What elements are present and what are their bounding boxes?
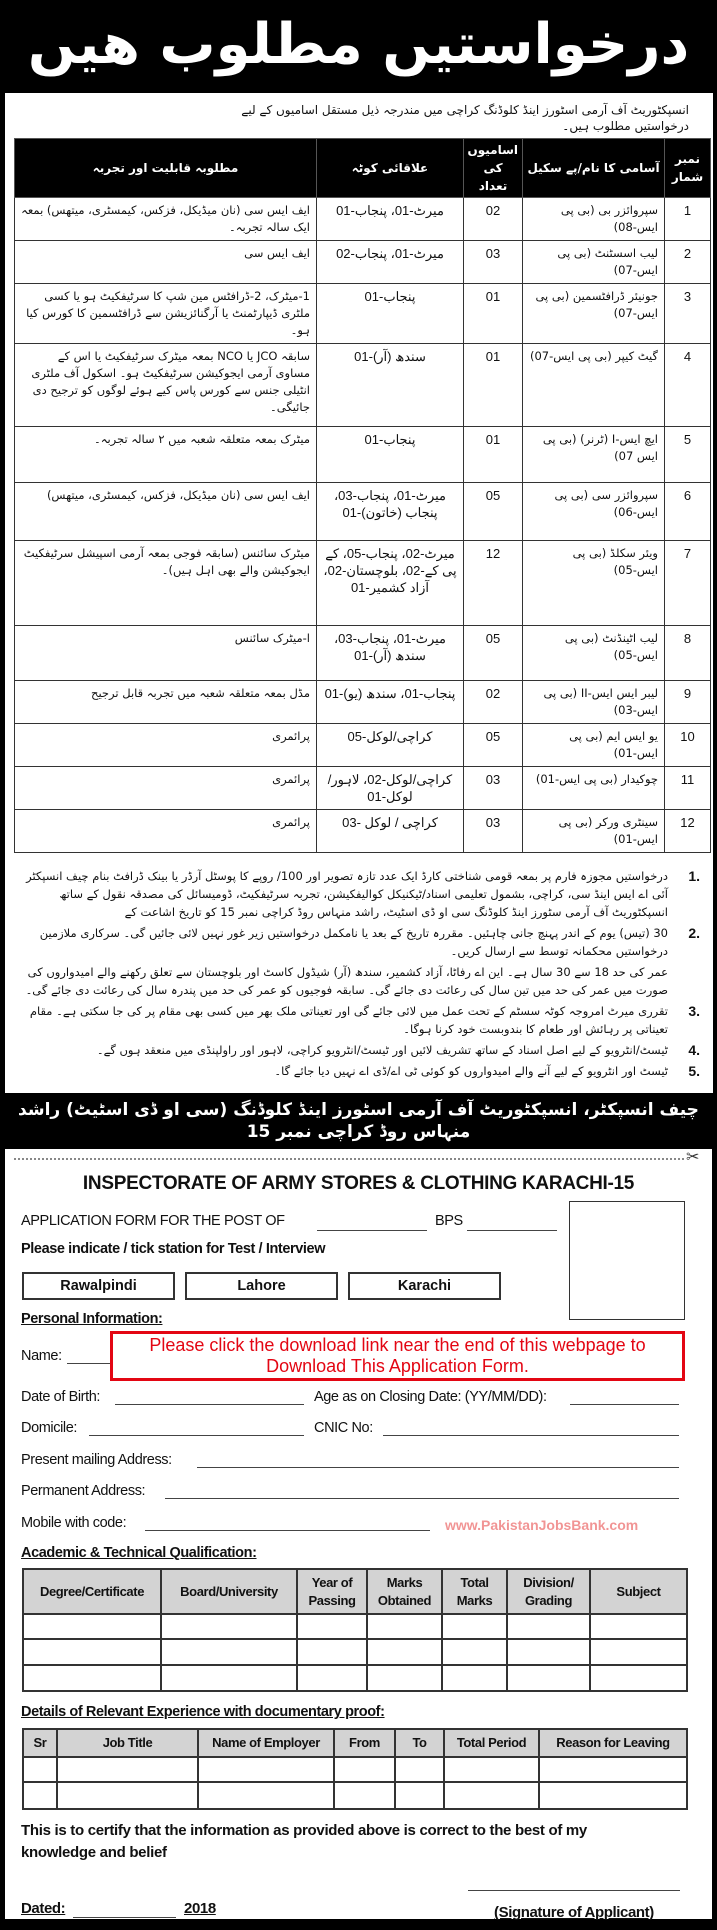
instruction-text: ٹیسٹ/انٹرویو کے لیے اصل اسناد کے ساتھ تشریف لائیں اور ٹیسٹ/انٹرویو کراچی، لاہور اور راولپنڈی میں منعقد ہوں گے۔: [96, 1043, 668, 1057]
post-input-line[interactable]: [317, 1230, 427, 1231]
vacancy-row: [15, 427, 711, 483]
vacancy-count: 01: [464, 427, 523, 483]
cell[interactable]: [161, 1665, 297, 1691]
column-header: اسامیوں کی تعداد: [464, 139, 523, 198]
experience-column-header: Total Period: [444, 1729, 539, 1757]
cell[interactable]: [198, 1757, 334, 1782]
cell[interactable]: [161, 1639, 297, 1665]
academic-column-header: Degree/Certificate: [23, 1569, 161, 1614]
vacancy-row: [15, 626, 711, 681]
qualification-section: [21, 1545, 697, 1930]
instructions-list: [14, 867, 704, 1080]
age-input-line[interactable]: [570, 1404, 679, 1405]
vacancy-count: 01: [464, 284, 523, 344]
vacancy-count: 03: [464, 767, 523, 810]
serial-number: 2: [665, 241, 711, 284]
regional-quota: میرٹ-01، پنجاب-02: [317, 241, 464, 284]
experience-column-header: Job Title: [57, 1729, 198, 1757]
cell[interactable]: [395, 1757, 444, 1782]
bps-label: BPS: [435, 1213, 463, 1229]
cell[interactable]: [444, 1757, 539, 1782]
cell[interactable]: [507, 1665, 590, 1691]
post-name: سپروائزر سی (بی پی ایس-06): [523, 483, 665, 541]
post-name: سپروائزر بی (بی پی ایس-08): [523, 198, 665, 241]
post-name: لیبر ایس ایس-II (بی پی ایس-03): [523, 681, 665, 724]
vacancy-row: [15, 767, 711, 810]
instruction-text: 30 (تیس) یوم کے اندر پہنچ جانی چاہئیں۔ مقررہ تاریخ کے بعد یا نامکمل درخواستیں زیر غور نہیں لائی جائیں گی۔ سرکاری ملازمین درخواستیں محکمانہ توسط سے ارسال کریں۔: [39, 926, 668, 958]
academic-column-header: Year of Passing: [297, 1569, 367, 1614]
cell[interactable]: [442, 1665, 507, 1691]
vacancy-count: 02: [464, 198, 523, 241]
serial-number: 3: [665, 284, 711, 344]
cell[interactable]: [590, 1614, 687, 1639]
watermark: www.PakistanJobsBank.com: [445, 1517, 639, 1533]
cell[interactable]: [367, 1614, 442, 1639]
cut-line: [14, 1158, 684, 1160]
date-input-line[interactable]: [73, 1917, 176, 1918]
post-name: چوکیدار (بی پی ایس-01): [523, 767, 665, 810]
vacancy-row: [15, 284, 711, 344]
regional-quota: میرٹ-01، پنجاب-03، سندھ (آر)-01: [317, 626, 464, 681]
cell[interactable]: [297, 1665, 367, 1691]
cell[interactable]: [334, 1757, 395, 1782]
regional-quota: سندھ (آر)-01: [317, 344, 464, 427]
experience-row: [23, 1757, 687, 1782]
vacancy-count: 12: [464, 541, 523, 626]
regional-quota: کراچی/لوکل-02، لاہور/لوکل-01: [317, 767, 464, 810]
permanent-address-label: Permanent Address:: [21, 1483, 146, 1499]
instruction-text: درخواستیں مجوزہ فارم پر بمعہ قومی شناختی کارڈ ایک عدد تازہ تصویر اور 100/ روپے کا پوسٹل آرڈر یا بینک ڈرافٹ بنام چیف انسپکٹر آئی اے ایس اینڈ سی، کراچی، بشمول تعلیمی اسناد/ٹیکنیکل کوالیفکیشن، تجربہ سرٹیفکیٹ، ڈومیسائل کی مصدقہ نقول کے ساتھ انسپکٹوریٹ آف آرمی سٹورز اینڈ کلوڈنگ سی او ڈی اسٹیٹ، راشد منہاس روڈ کراچی نمبر 15 کو تاریخ اشاعت کے: [26, 869, 668, 919]
cell[interactable]: [590, 1639, 687, 1665]
cell[interactable]: [161, 1614, 297, 1639]
academic-column-header: Marks Obtained: [367, 1569, 442, 1614]
instruction-number: 4.: [688, 1042, 700, 1058]
instruction-text: تقرری میرٹ امروجہ کوٹہ سسٹم کے تحت عمل میں لائی جائے گی اور تعیناتی ملک بھر میں کسی بھی مقام پر کی جا سکتی ہے۔ مقام تعیناتی پر رہائش اور طعام کا بندوبست خود کرنا ہوگا۔: [29, 1004, 668, 1036]
academic-column-header: Subject: [590, 1569, 687, 1614]
cell[interactable]: [507, 1639, 590, 1665]
vacancy-table: [14, 138, 711, 853]
instruction-number: 3.: [688, 1003, 700, 1019]
qualification: سابقہ JCO یا NCO بمعہ میٹرک سرٹیفکیٹ یا اس کے مساوی آرمی ایجوکیشن سرٹیفکیٹ ہو۔ اسکول آف ملٹری انٹیلی جنس سے کورس پاس کیے ہوئے لوگوں کو ترجیح دی جائیگی۔: [15, 344, 317, 427]
serial-number: 5: [665, 427, 711, 483]
vacancy-row: [15, 198, 711, 241]
cell[interactable]: [23, 1665, 161, 1691]
qualification: مڈل بمعہ متعلقہ شعبہ میں تجربہ قابل ترجیح: [15, 681, 317, 724]
post-label: APPLICATION FORM FOR THE POST OF: [21, 1213, 285, 1229]
serial-number: 10: [665, 724, 711, 767]
intro-text: انسپکٹوریٹ آف آرمی اسٹورز اینڈ کلوڈنگ کراچی میں مندرجہ ذیل مستقل اسامیوں کے لیے درخواستیں مطلوب ہیں۔: [241, 103, 689, 133]
vacancy-row: [15, 724, 711, 767]
cell[interactable]: [442, 1639, 507, 1665]
regional-quota: میرٹ-01، پنجاب-03، پنجاب (خاتون)-01: [317, 483, 464, 541]
experience-heading: Details of Relevant Experience with documentary proof:: [21, 1704, 385, 1720]
vacancy-count: 05: [464, 483, 523, 541]
cell[interactable]: [507, 1614, 590, 1639]
vacancy-row: [15, 541, 711, 626]
present-address-label: Present mailing Address:: [21, 1452, 172, 1468]
post-name: لیب اٹینڈنٹ (بی پی ایس-05): [523, 626, 665, 681]
station-prompt: Please indicate / tick station for Test / Interview: [21, 1241, 326, 1257]
regional-quota: پنجاب-01: [317, 427, 464, 483]
instruction-number: 2.: [688, 925, 700, 941]
address-banner: چیف انسپکٹر، انسپکٹوریٹ آف آرمی اسٹورز اینڈ کلوڈنگ (سی او ڈی اسٹیٹ) راشد منہاس روڈ کراچی نمبر 15: [18, 1100, 699, 1142]
experience-column-header: Sr: [23, 1729, 57, 1757]
permanent-address-input-line[interactable]: [165, 1498, 679, 1499]
instruction-number: 5.: [688, 1063, 700, 1079]
cnic-label: CNIC No:: [314, 1420, 373, 1436]
serial-number: 1: [665, 198, 711, 241]
academic-heading: Academic & Technical Qualification:: [21, 1545, 257, 1561]
cell[interactable]: [23, 1639, 161, 1665]
vacancy-row: [15, 483, 711, 541]
name-label: Name:: [21, 1348, 62, 1364]
vacancy-row: [15, 810, 711, 853]
instruction-item: [14, 1041, 704, 1059]
serial-number: 6: [665, 483, 711, 541]
vacancy-count: 03: [464, 241, 523, 284]
post-name: ایچ ایس-I (ٹرنر) (بی پی ایس 07): [523, 427, 665, 483]
post-name: یو ایس ایم (بی پی ایس-01): [523, 724, 665, 767]
personal-info-heading: Personal Information:: [21, 1311, 163, 1327]
page-title: درخواستیں مطلوب ھیں: [27, 12, 690, 77]
cell[interactable]: [442, 1614, 507, 1639]
column-header: نمبر شمار: [665, 139, 711, 198]
cell[interactable]: [395, 1782, 444, 1809]
academic-table: [22, 1568, 688, 1692]
qualification: پرائمری: [15, 810, 317, 853]
cell[interactable]: [539, 1757, 687, 1782]
regional-quota: میرٹ-01، پنجاب-01: [317, 198, 464, 241]
download-notice: Please click the download link near the end of this webpage to Download This Application Form.: [110, 1331, 685, 1381]
instruction-item: [14, 1062, 704, 1080]
qualification: ا-میٹرک سائنس: [15, 626, 317, 681]
present-address-input-line[interactable]: [197, 1467, 679, 1468]
experience-column-header: From: [334, 1729, 395, 1757]
vacancy-row: [15, 241, 711, 284]
academic-row: [23, 1665, 687, 1691]
column-header: علاقائی کوٹہ: [317, 139, 464, 198]
vacancy-row: [15, 344, 711, 427]
cell[interactable]: [297, 1639, 367, 1665]
cell[interactable]: [590, 1665, 687, 1691]
post-name: گیٹ کیپر (بی پی ایس-07): [523, 344, 665, 427]
cell[interactable]: [23, 1782, 57, 1809]
vacancy-table-header: [15, 139, 711, 198]
cell[interactable]: [57, 1782, 198, 1809]
dob-input-line[interactable]: [115, 1404, 304, 1405]
cell[interactable]: [444, 1782, 539, 1809]
qualification: 1-میٹرک، 2-ڈرافٹس مین شپ کا سرٹیفکیٹ ہو یا کسی ملٹری ڈیپارٹمنٹ یا آرگنائزیشن سے ڈرافٹسمین کا کورس کیا ہو۔: [15, 284, 317, 344]
cell[interactable]: [367, 1665, 442, 1691]
age-label: Age as on Closing Date: (YY/MM/DD):: [314, 1389, 547, 1405]
regional-quota: پنجاب-01: [317, 284, 464, 344]
mobile-input-line[interactable]: [145, 1530, 430, 1531]
scissors-icon: ✂: [686, 1149, 700, 1166]
cell[interactable]: [57, 1757, 198, 1782]
vacancy-count: 05: [464, 724, 523, 767]
cell[interactable]: [23, 1757, 57, 1782]
instruction-item: [14, 963, 704, 999]
post-name: جونیئر ڈرافٹسمین (بی پی ایس-07): [523, 284, 665, 344]
instruction-item: [14, 867, 704, 921]
vacancy-count: 03: [464, 810, 523, 853]
vacancy-count: 05: [464, 626, 523, 681]
bps-input-line[interactable]: [467, 1230, 557, 1231]
academic-column-header: Total Marks: [442, 1569, 507, 1614]
cell[interactable]: [297, 1614, 367, 1639]
date-signature-row: [21, 1886, 697, 1930]
dob-label: Date of Birth:: [21, 1389, 101, 1405]
serial-number: 4: [665, 344, 711, 427]
instruction-text: ٹیسٹ اور انٹرویو کے لیے آنے والے امیدواروں کو کوئی ٹی اے/ڈی اے نہیں دیا جائے گا۔: [274, 1064, 668, 1078]
serial-number: 7: [665, 541, 711, 626]
advertisement-panel: [5, 93, 713, 1093]
qualification: ایف ایس سی (نان میڈیکل، فزکس، کیمسٹری، میتھس): [15, 483, 317, 541]
academic-row: [23, 1639, 687, 1665]
cell[interactable]: [367, 1639, 442, 1665]
photo-box: [569, 1201, 685, 1320]
cnic-input-line[interactable]: [383, 1435, 679, 1436]
signature-line[interactable]: [468, 1890, 680, 1891]
qualification: میٹرک سائنس (سابقہ فوجی بمعہ آرمی اسپیشل سرٹیفکیٹ ایجوکیشن والے بھی اہل ہیں)۔: [15, 541, 317, 626]
post-name: سینٹری ورکر (بی پی ایس-01): [523, 810, 665, 853]
academic-row: [23, 1614, 687, 1639]
regional-quota: میرٹ-02، پنجاب-05، کے پی کے-02، بلوچستان-02، آزاد کشمیر-01: [317, 541, 464, 626]
post-name: ویئر سکلڈ (بی پی ایس-05): [523, 541, 665, 626]
instruction-item: [14, 1002, 704, 1038]
column-header: مطلوبہ قابلیت اور تجربہ: [15, 139, 317, 198]
signature-label: (Signature of Applicant): [494, 1904, 654, 1921]
cell[interactable]: [198, 1782, 334, 1809]
experience-row: [23, 1782, 687, 1809]
vacancy-row: [15, 681, 711, 724]
certification-text: This is to certify that the information as provided above is correct to the best of my knowledge and belief: [21, 1822, 587, 1861]
application-form-panel: [5, 1149, 712, 1919]
station-lahore[interactable]: Lahore: [185, 1272, 338, 1300]
post-name: لیب اسسٹنٹ (بی پی ایس-07): [523, 241, 665, 284]
experience-column-header: Name of Employer: [198, 1729, 334, 1757]
vacancy-count: 01: [464, 344, 523, 427]
serial-number: 9: [665, 681, 711, 724]
qualification: ایف ایس سی (نان میڈیکل، فزکس، کیمسٹری، میتھس) بمعہ ایک سالہ تجربہ۔: [15, 198, 317, 241]
dated-label: Dated:: [21, 1900, 66, 1917]
column-header: آسامی کا نام/پے سکیل: [523, 139, 665, 198]
instruction-item: [14, 924, 704, 960]
cell[interactable]: [23, 1614, 161, 1639]
regional-quota: کراچی/لوکل-05: [317, 724, 464, 767]
experience-table: [22, 1728, 688, 1810]
domicile-label: Domicile:: [21, 1420, 78, 1436]
serial-number: 8: [665, 626, 711, 681]
cell[interactable]: [334, 1782, 395, 1809]
regional-quota: کراچی / لوکل -03: [317, 810, 464, 853]
year-label: 2018: [184, 1900, 216, 1917]
qualification: پرائمری: [15, 767, 317, 810]
instruction-text: عمر کی حد 18 سے 30 سال ہے۔ این اے رفاٹا، آزاد کشمیر، سندھ (آر) شیڈول کاسٹ اور بلوچستان سے تعلق رکھنے والے امیدواروں کی صورت میں عمر کی حد میں تین سال کی رعائت دی جائے گی۔ سابقہ فوجیوں کو عمر کی حد میں پندرہ سال کی رعائت دی جائے گی۔: [25, 965, 668, 997]
instruction-number: 1.: [688, 868, 700, 884]
cell[interactable]: [539, 1782, 687, 1809]
academic-column-header: Board/University: [161, 1569, 297, 1614]
qualification: ایف ایس سی: [15, 241, 317, 284]
station-rawalpindi[interactable]: Rawalpindi: [22, 1272, 175, 1300]
experience-column-header: To: [395, 1729, 444, 1757]
vacancy-count: 02: [464, 681, 523, 724]
mobile-label: Mobile with code:: [21, 1515, 127, 1531]
academic-column-header: Division/ Grading: [507, 1569, 590, 1614]
regional-quota: پنجاب-01، سندھ (یو)-01: [317, 681, 464, 724]
form-title: INSPECTORATE OF ARMY STORES & CLOTHING KARACHI-15: [82, 1173, 635, 1194]
station-karachi[interactable]: Karachi: [348, 1272, 501, 1300]
serial-number: 11: [665, 767, 711, 810]
qualification: میٹرک بمعہ متعلقہ شعبہ میں ۲ سالہ تجربہ۔: [15, 427, 317, 483]
serial-number: 12: [665, 810, 711, 853]
experience-column-header: Reason for Leaving: [539, 1729, 687, 1757]
qualification: پرائمری: [15, 724, 317, 767]
domicile-input-line[interactable]: [89, 1435, 304, 1436]
